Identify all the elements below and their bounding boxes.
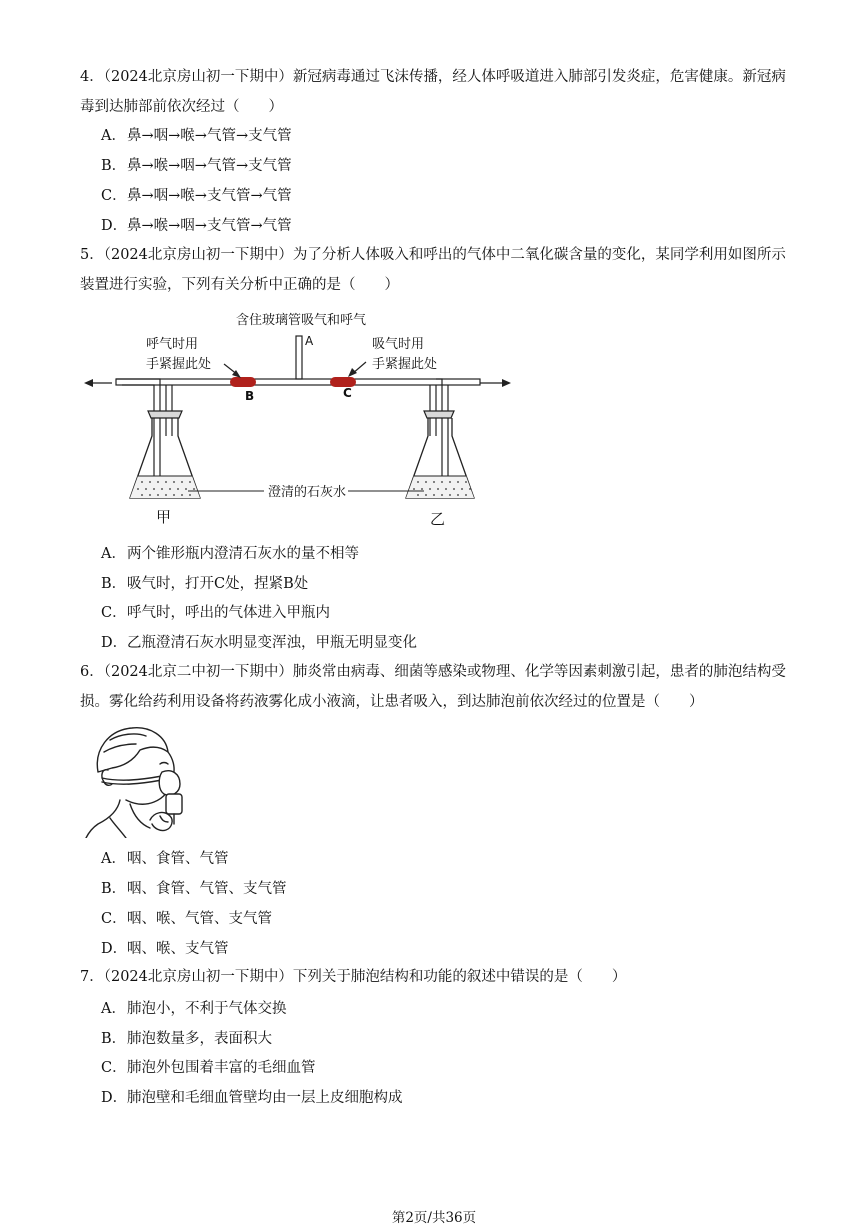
question-6 xyxy=(80,657,790,717)
left-stopper xyxy=(148,411,182,418)
mouthpiece-tube xyxy=(296,336,302,379)
diagram-title: 含住玻璃管吸气和呼气 xyxy=(236,313,367,328)
question-6-stem: 6．（2024北京二中初一下期中）肺炎常由病毒、细菌等感染或物理、化学等因素刺激引起，患者的肺泡结构受损。雾化给药利用设备将药液雾化成小液滴，让患者吸入，到达肺泡前依次经过的位置是（ ） xyxy=(80,664,786,710)
flask-left-label: 甲 xyxy=(156,508,172,526)
question-5-stem: 5．（2024北京房山初一下期中）为了分析人体吸入和呼出的气体中二氧化碳含量的变化，某同学利用如图所示装置进行实验，下列有关分析中正确的是（ ） xyxy=(80,247,786,293)
question-7-option-a: A．肺泡小，不利于气体交换 xyxy=(101,1001,287,1017)
question-6-option-d: D．咽、喉、支气管 xyxy=(101,941,229,957)
question-4-option-d: D．鼻→喉→咽→支气管→气管 xyxy=(101,218,292,234)
flask-yi xyxy=(406,411,474,498)
pointer-c-arrow-icon xyxy=(348,368,357,377)
flask-right-label: 乙 xyxy=(430,510,446,528)
question-7-option-d: D．肺泡壁和毛细血管壁均由一层上皮细胞构成 xyxy=(101,1090,403,1106)
question-6-option-b: B．咽、食管、气管、支气管 xyxy=(101,881,287,897)
question-4-option-c: C．鼻→咽→喉→支气管→气管 xyxy=(101,188,292,204)
main-tube xyxy=(116,379,480,385)
question-4-option-b: B．鼻→喉→咽→气管→支气管 xyxy=(101,158,292,174)
right-stopper xyxy=(424,411,454,418)
right-note-line1: 吸气时用 xyxy=(372,337,425,352)
question-7-option-b: B．肺泡数量多，表面积大 xyxy=(101,1031,272,1047)
right-note-line2: 手紧握此处 xyxy=(372,357,438,372)
question-5 xyxy=(80,240,790,300)
flask-jia xyxy=(130,411,200,498)
liquid-label: 澄清的石灰水 xyxy=(268,485,347,500)
question-5-option-a: A．两个锥形瓶内澄清石灰水的量不相等 xyxy=(101,546,359,562)
label-b: B xyxy=(245,389,255,403)
clamp-b xyxy=(230,377,256,387)
left-note-line1: 呼气时用 xyxy=(146,337,199,352)
question-5-option-d: D．乙瓶澄清石灰水明显变浑浊，甲瓶无明显变化 xyxy=(101,635,417,651)
outlet-arrow-icon xyxy=(502,379,511,387)
question-6-option-c: C．咽、喉、气管、支气管 xyxy=(101,911,272,927)
nebulizer-child-illustration xyxy=(80,720,200,838)
question-7-option-c: C．肺泡外包围着丰富的毛细血管 xyxy=(101,1060,316,1076)
question-6-option-a: A．咽、食管、气管 xyxy=(101,851,229,867)
apparatus-diagram xyxy=(84,308,514,530)
question-5-option-b: B．吸气时，打开C处，捏紧B处 xyxy=(101,576,309,592)
question-4 xyxy=(80,62,790,122)
inlet-arrow-icon xyxy=(84,379,93,387)
right-long-tube xyxy=(436,379,442,484)
left-long-tube-outer xyxy=(116,379,160,484)
label-c: C xyxy=(343,386,352,400)
label-a: A xyxy=(305,334,314,348)
question-7 xyxy=(80,962,790,992)
question-5-option-c: C．呼气时，呼出的气体进入甲瓶内 xyxy=(101,605,330,621)
question-7-stem: 7．（2024北京房山初一下期中）下列关于肺泡结构和功能的叙述中错误的是（ ） xyxy=(80,969,627,985)
left-long-tube xyxy=(122,385,154,484)
page-footer: 第2页/共36页 xyxy=(391,1210,477,1226)
left-note-line2: 手紧握此处 xyxy=(146,357,212,372)
question-4-option-a: A．鼻→咽→喉→气管→支气管 xyxy=(101,128,292,144)
question-4-stem: 4．（2024北京房山初一下期中）新冠病毒通过飞沫传播，经人体呼吸道进入肺部引发炎症，危害健康。新冠病毒到达肺部前依次经过（ ） xyxy=(80,69,786,115)
